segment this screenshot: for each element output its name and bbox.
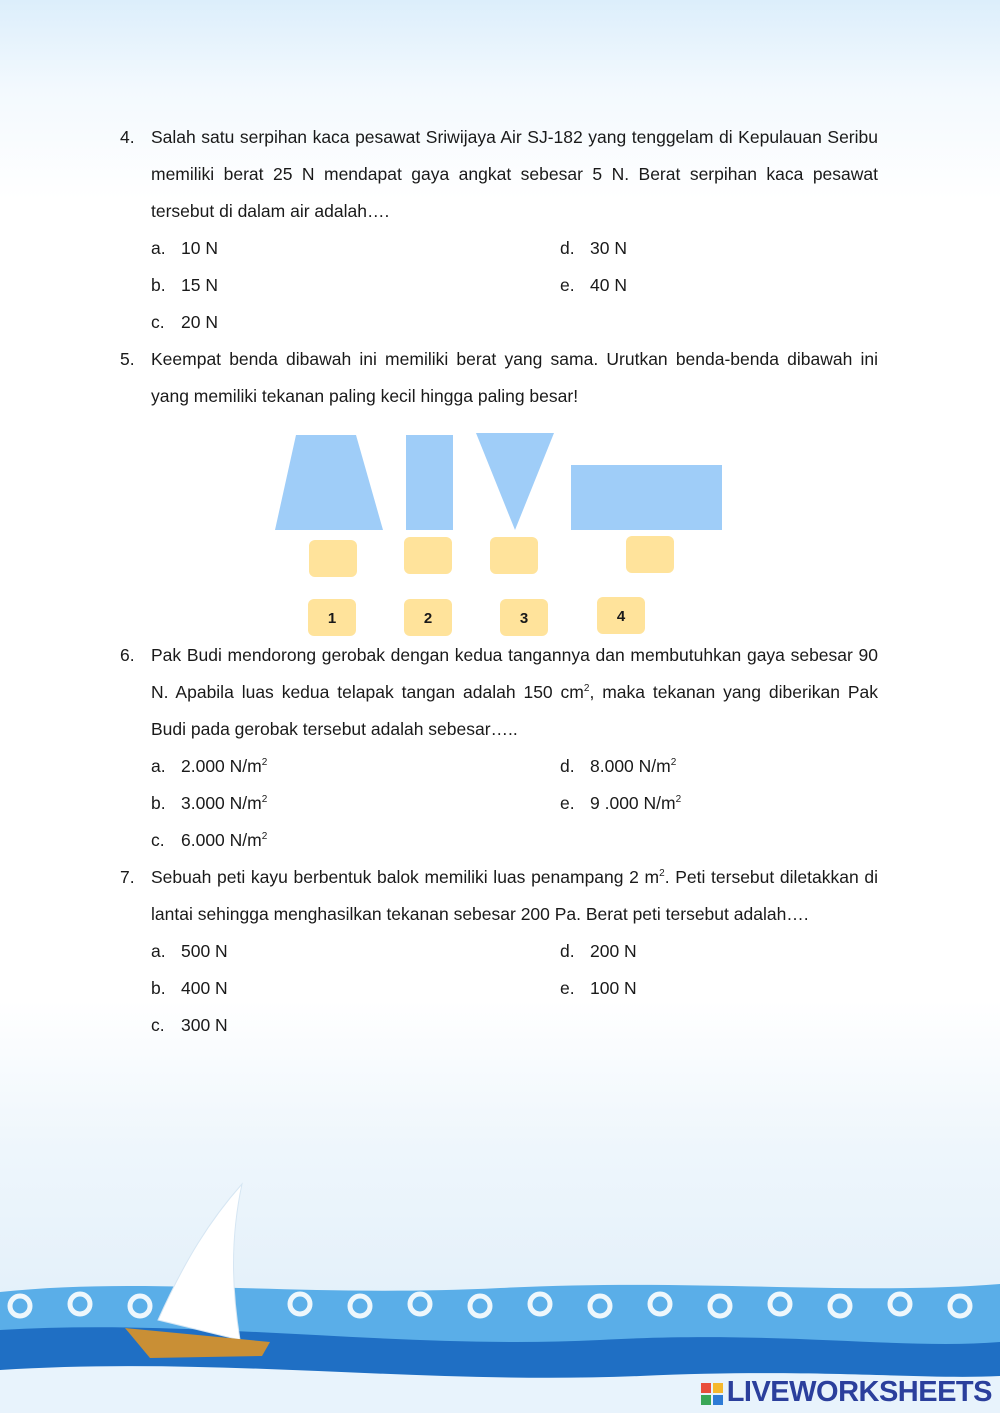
option-d[interactable]: d. 8.000 $N/m^2$ [560, 756, 677, 776]
option-d[interactable]: d. 30 N [560, 238, 627, 258]
question-7 [120, 859, 878, 933]
answer-dropbox-3[interactable] [490, 537, 538, 574]
trapezoid-shape [275, 435, 383, 530]
question-number: 7. [120, 867, 135, 887]
option-a[interactable]: a. 500 N [151, 941, 228, 961]
option-a[interactable]: a. 10 N [151, 238, 218, 258]
draggable-label-1[interactable]: 1 [308, 599, 356, 636]
option-b[interactable]: b. 400 N [151, 978, 228, 998]
liveworksheets-brand[interactable]: LIVEWORKSHEETS [726, 1376, 992, 1408]
triangle-shape [476, 433, 554, 530]
option-a[interactable]: a. 2.000 $N/m^2$ [151, 756, 268, 776]
option-e[interactable]: e. 40 N [560, 275, 627, 295]
answer-dropbox-2[interactable] [404, 537, 452, 574]
option-c[interactable]: c. 300 N [151, 1015, 228, 1035]
question-text: Pak Budi mendorong gerobak dengan kedua tangannya dan membutuhkan gaya sebesar 90 N. Apabila luas kedua telapak tangan adalah 150 $cm^2$, maka tekanan yang diberikan Pak Budi pada gerobak tersebut adalah sebesar….. [151, 645, 878, 739]
option-c[interactable]: c. 6.000 $N/m^2$ [151, 830, 268, 850]
answer-dropbox-1[interactable] [309, 540, 357, 577]
draggable-label-2[interactable]: 2 [404, 599, 452, 636]
question-number: 6. [120, 645, 135, 665]
option-b[interactable]: b. 15 N [151, 275, 218, 295]
option-e[interactable]: e. 9 .000 $N/m^2$ [560, 793, 682, 813]
tall-rectangle-shape [406, 435, 453, 530]
question-text: Salah satu serpihan kaca pesawat Sriwijaya Air SJ-182 yang tenggelam di Kepulauan Seribu memiliki berat 25 N mendapat gaya angkat sebesar 5 N. Berat serpihan kaca pesawat tersebut di dalam air adalah…. [151, 127, 878, 221]
draggable-label-3[interactable]: 3 [500, 599, 548, 636]
draggable-label-4[interactable]: 4 [597, 597, 645, 634]
answer-dropbox-4[interactable] [626, 536, 674, 573]
question-text: Keempat benda dibawah ini memiliki berat yang sama. Urutkan benda-benda dibawah ini yang memiliki tekanan paling kecil hingga paling besar! [151, 349, 878, 406]
question-number: 4. [120, 127, 135, 147]
liveworksheets-logo-icon [701, 1383, 723, 1405]
question-5 [120, 341, 878, 415]
question-6 [120, 637, 878, 748]
wide-rectangle-shape [571, 465, 722, 530]
question-number: 5. [120, 349, 135, 369]
option-c[interactable]: c. 20 N [151, 312, 218, 332]
sail [158, 1184, 242, 1340]
option-d[interactable]: d. 200 N [560, 941, 637, 961]
question-text: Sebuah peti kayu berbentuk balok memiliki luas penampang 2 $m^2$. Peti tersebut diletakkan di lantai sehingga menghasilkan tekanan sebesar 200 Pa. Berat peti tersebut adalah…. [151, 867, 878, 924]
question-4 [120, 119, 878, 230]
option-e[interactable]: e. 100 N [560, 978, 637, 998]
option-b[interactable]: b. 3.000 $N/m^2$ [151, 793, 268, 813]
shapes-figure [270, 430, 730, 535]
